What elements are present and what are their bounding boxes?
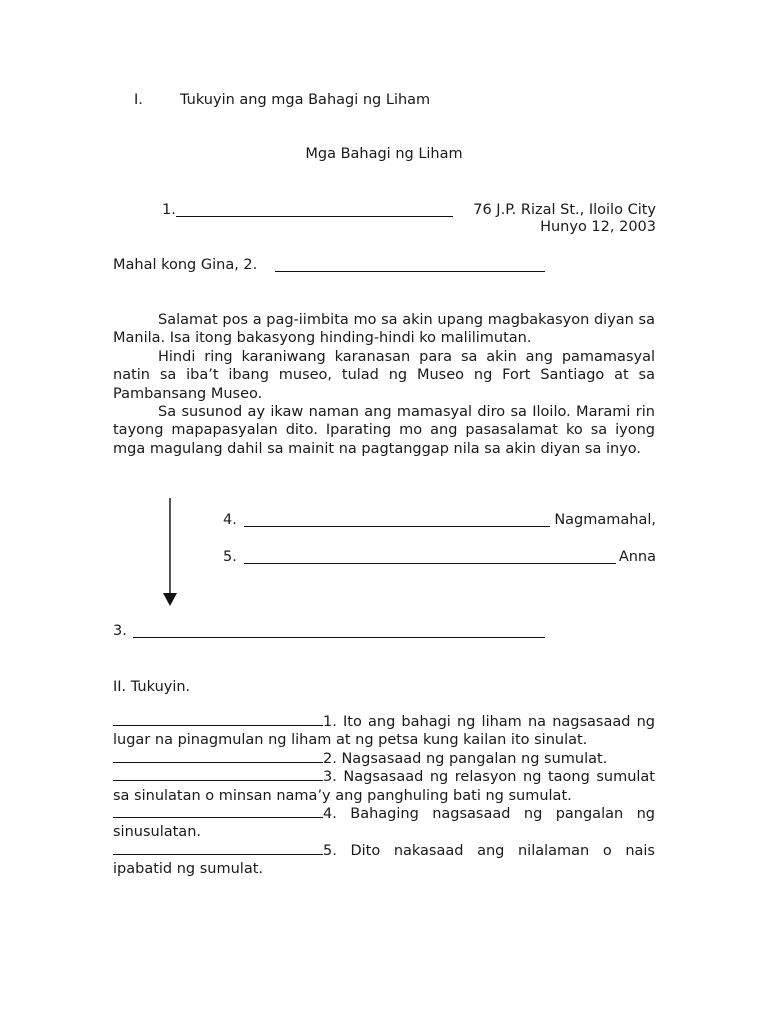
signature-blank[interactable] xyxy=(244,563,616,564)
identify-list xyxy=(113,713,655,879)
answer-blank[interactable] xyxy=(113,768,323,781)
body-paragraph: Hindi ring karaniwang karanasan para sa akin ang pamamasyal natin sa iba’t ibang museo, tulad ng Museo ng Fort Santiago at sa Pambansang Museo. xyxy=(113,348,655,402)
heading-blank[interactable] xyxy=(176,216,453,217)
section-heading: Tukuyin ang mga Bahagi ng Liham xyxy=(180,92,431,108)
greeting-blank[interactable] xyxy=(275,271,545,272)
signature-label: 5. xyxy=(223,549,237,565)
arrow-shaft xyxy=(169,498,171,594)
list-item: 2. Nagsasaad ng pangalan ng sumulat. xyxy=(113,750,655,768)
list-item: 4. Bahaging nagsasaad ng pangalan ng sinusulatan. xyxy=(113,806,655,841)
answer-blank[interactable] xyxy=(113,805,323,818)
answer-blank[interactable] xyxy=(113,750,323,763)
section-numeral: I. xyxy=(134,92,143,108)
postscript-label: 3. xyxy=(113,623,127,639)
body-paragraph: Sa susunod ay ikaw naman ang mamasyal diro sa Iloilo. Marami rin tayong mapapasyalan dito. Iparating mo ang pasasalamat ko sa iyong mga magulang dahil sa mainit na pagtanggap nila sa akin diyan sa inyo. xyxy=(113,404,655,457)
postscript-blank[interactable] xyxy=(133,637,545,638)
section2-heading: II. Tukuyin. xyxy=(113,679,191,695)
list-item: 3. Nagsasaad ng relasyon ng taong sumulat sa sinulatan o minsan nama’y ang panghuling bati ng sumulat. xyxy=(113,769,655,804)
closing-blank[interactable] xyxy=(244,526,550,527)
letter-signature: Anna xyxy=(618,549,656,565)
letter-address: 76 J.P. Rizal St., Iloilo City xyxy=(473,202,656,218)
list-item: 1. Ito ang bahagi ng liham na nagsasaad ng lugar na pinagmulan ng liham at ng petsa kung kailan ito sinulat. xyxy=(113,714,655,749)
letter-greeting: Mahal kong Gina, 2. xyxy=(113,257,258,273)
letter-closing: Nagmamahal, xyxy=(554,512,656,528)
answer-blank[interactable] xyxy=(113,842,323,855)
document-title: Mga Bahagi ng Liham xyxy=(305,146,463,162)
letter-date: Hunyo 12, 2003 xyxy=(540,219,656,235)
letter-body xyxy=(113,311,655,458)
heading-label: 1. xyxy=(162,202,176,218)
list-item: 5. Dito nakasaad ang nilalaman o nais ipabatid ng sumulat. xyxy=(113,842,655,878)
closing-label: 4. xyxy=(223,512,237,528)
arrow-down-icon xyxy=(163,593,177,606)
body-paragraph: Salamat pos a pag-iimbita mo sa akin upang magbakasyon diyan sa Manila. Isa itong bakasyong hinding-hindi ko malilimutan. xyxy=(113,312,655,347)
answer-blank[interactable] xyxy=(113,713,323,726)
